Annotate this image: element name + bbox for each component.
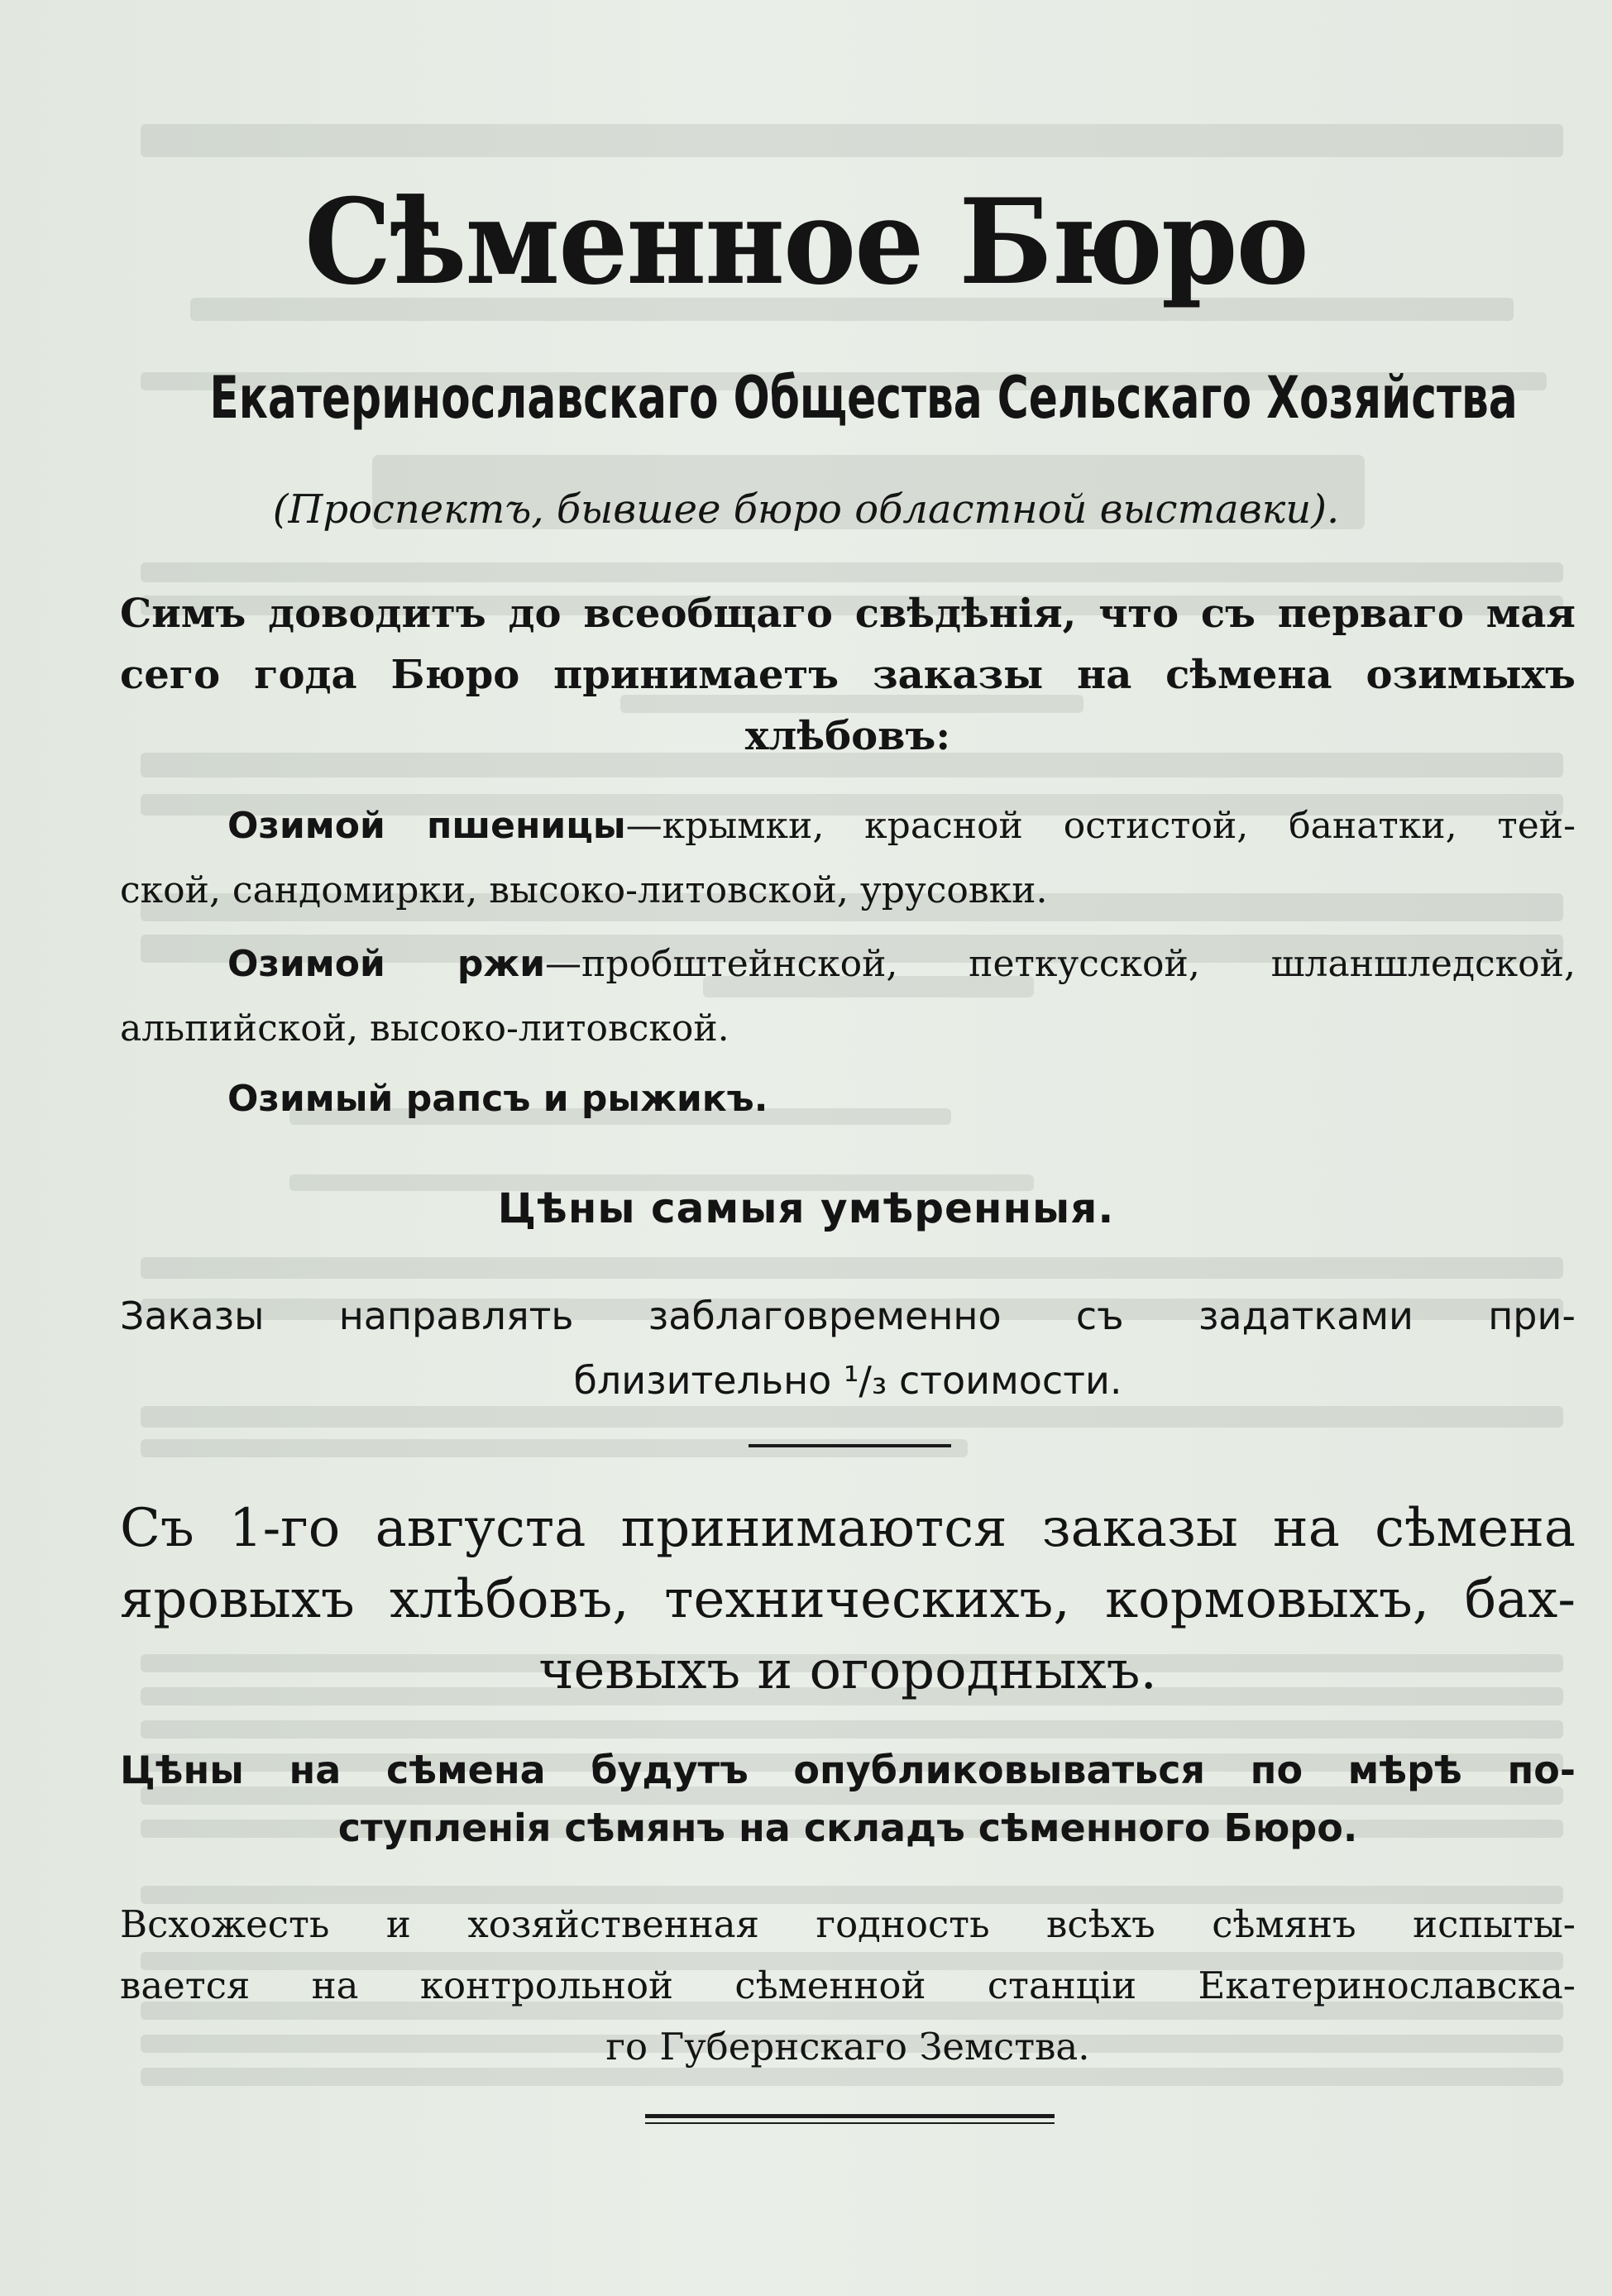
document-title: Сѣменное Бюро <box>304 174 1308 311</box>
list-item-text: —крымки, красной остистой, банатки, тей- <box>625 805 1576 847</box>
list-item-rapeseed <box>120 1067 1576 1131</box>
list-item-line-1 <box>120 794 1576 859</box>
list-item-winter-wheat <box>120 794 1576 923</box>
orders-paragraph <box>120 1284 1576 1413</box>
list-item-text: —пробштейнской, петкусской, шланшледской, <box>545 943 1576 985</box>
intro-line-1: Симъ доводитъ до всеобщаго свѣдѣнія, что съ перваго мая <box>120 591 1576 637</box>
prices-heading: Цѣны самыя умѣренныя. <box>497 1184 1115 1232</box>
document-note: (Проспектъ, бывшее бюро областной выставки). <box>272 486 1340 533</box>
intro-line-3: хлѣбовъ: <box>744 713 951 759</box>
testing-line-3: го Губернскаго Земства. <box>605 2025 1090 2069</box>
list-item-label: Озимый рапсъ и рыжикъ. <box>227 1078 768 1120</box>
testing-line-1: Всхожесть и хозяйственная годность всѣхъ сѣмянъ испыты- <box>120 1902 1576 1946</box>
list-item-line-2: ской, сандомирки, высоко-литовской, урусовки. <box>120 869 1048 911</box>
publication-paragraph <box>120 1741 1576 1857</box>
publication-line-2: ступленія сѣмянъ на складъ сѣменного Бюро. <box>337 1806 1358 1850</box>
testing-paragraph <box>120 1894 1576 2078</box>
august-line-1: Съ 1-го августа принимаются заказы на сѣмена <box>120 1498 1576 1559</box>
intro-paragraph <box>120 583 1576 767</box>
list-item-winter-rye <box>120 932 1576 1061</box>
intro-line-2: сего года Бюро принимаетъ заказы на сѣмена озимыхъ <box>120 652 1576 698</box>
august-line-2: яровыхъ хлѣбовъ, техническихъ, кормовыхъ, бах- <box>120 1569 1576 1630</box>
list-item-line-1 <box>120 1067 1576 1131</box>
divider-short <box>749 1444 951 1447</box>
orders-line-1: Заказы направлять заблаговременно съ задатками при- <box>120 1294 1576 1338</box>
list-item-label: Озимой пшеницы <box>227 805 626 847</box>
testing-line-2: вается на контрольной сѣменной станціи Екатеринославска- <box>120 1964 1576 2007</box>
divider-bottom-thick <box>645 2114 1055 2118</box>
document-subtitle: Екатеринославскаго Общества Сельскаго Хозяйства <box>209 364 1518 432</box>
list-item-label: Озимой ржи <box>227 943 546 985</box>
divider-bottom-thin <box>645 2122 1055 2124</box>
publication-line-1: Цѣны на сѣмена будутъ опубликовываться по мѣрѣ по- <box>120 1748 1576 1792</box>
august-paragraph <box>120 1493 1576 1706</box>
list-item-line-2: альпийской, высоко-литовской. <box>120 1007 729 1050</box>
orders-line-2: близительно ¹/₃ стоимости. <box>573 1358 1122 1403</box>
list-item-line-1 <box>120 932 1576 997</box>
august-line-3: чевыхъ и огородныхъ. <box>538 1640 1157 1701</box>
